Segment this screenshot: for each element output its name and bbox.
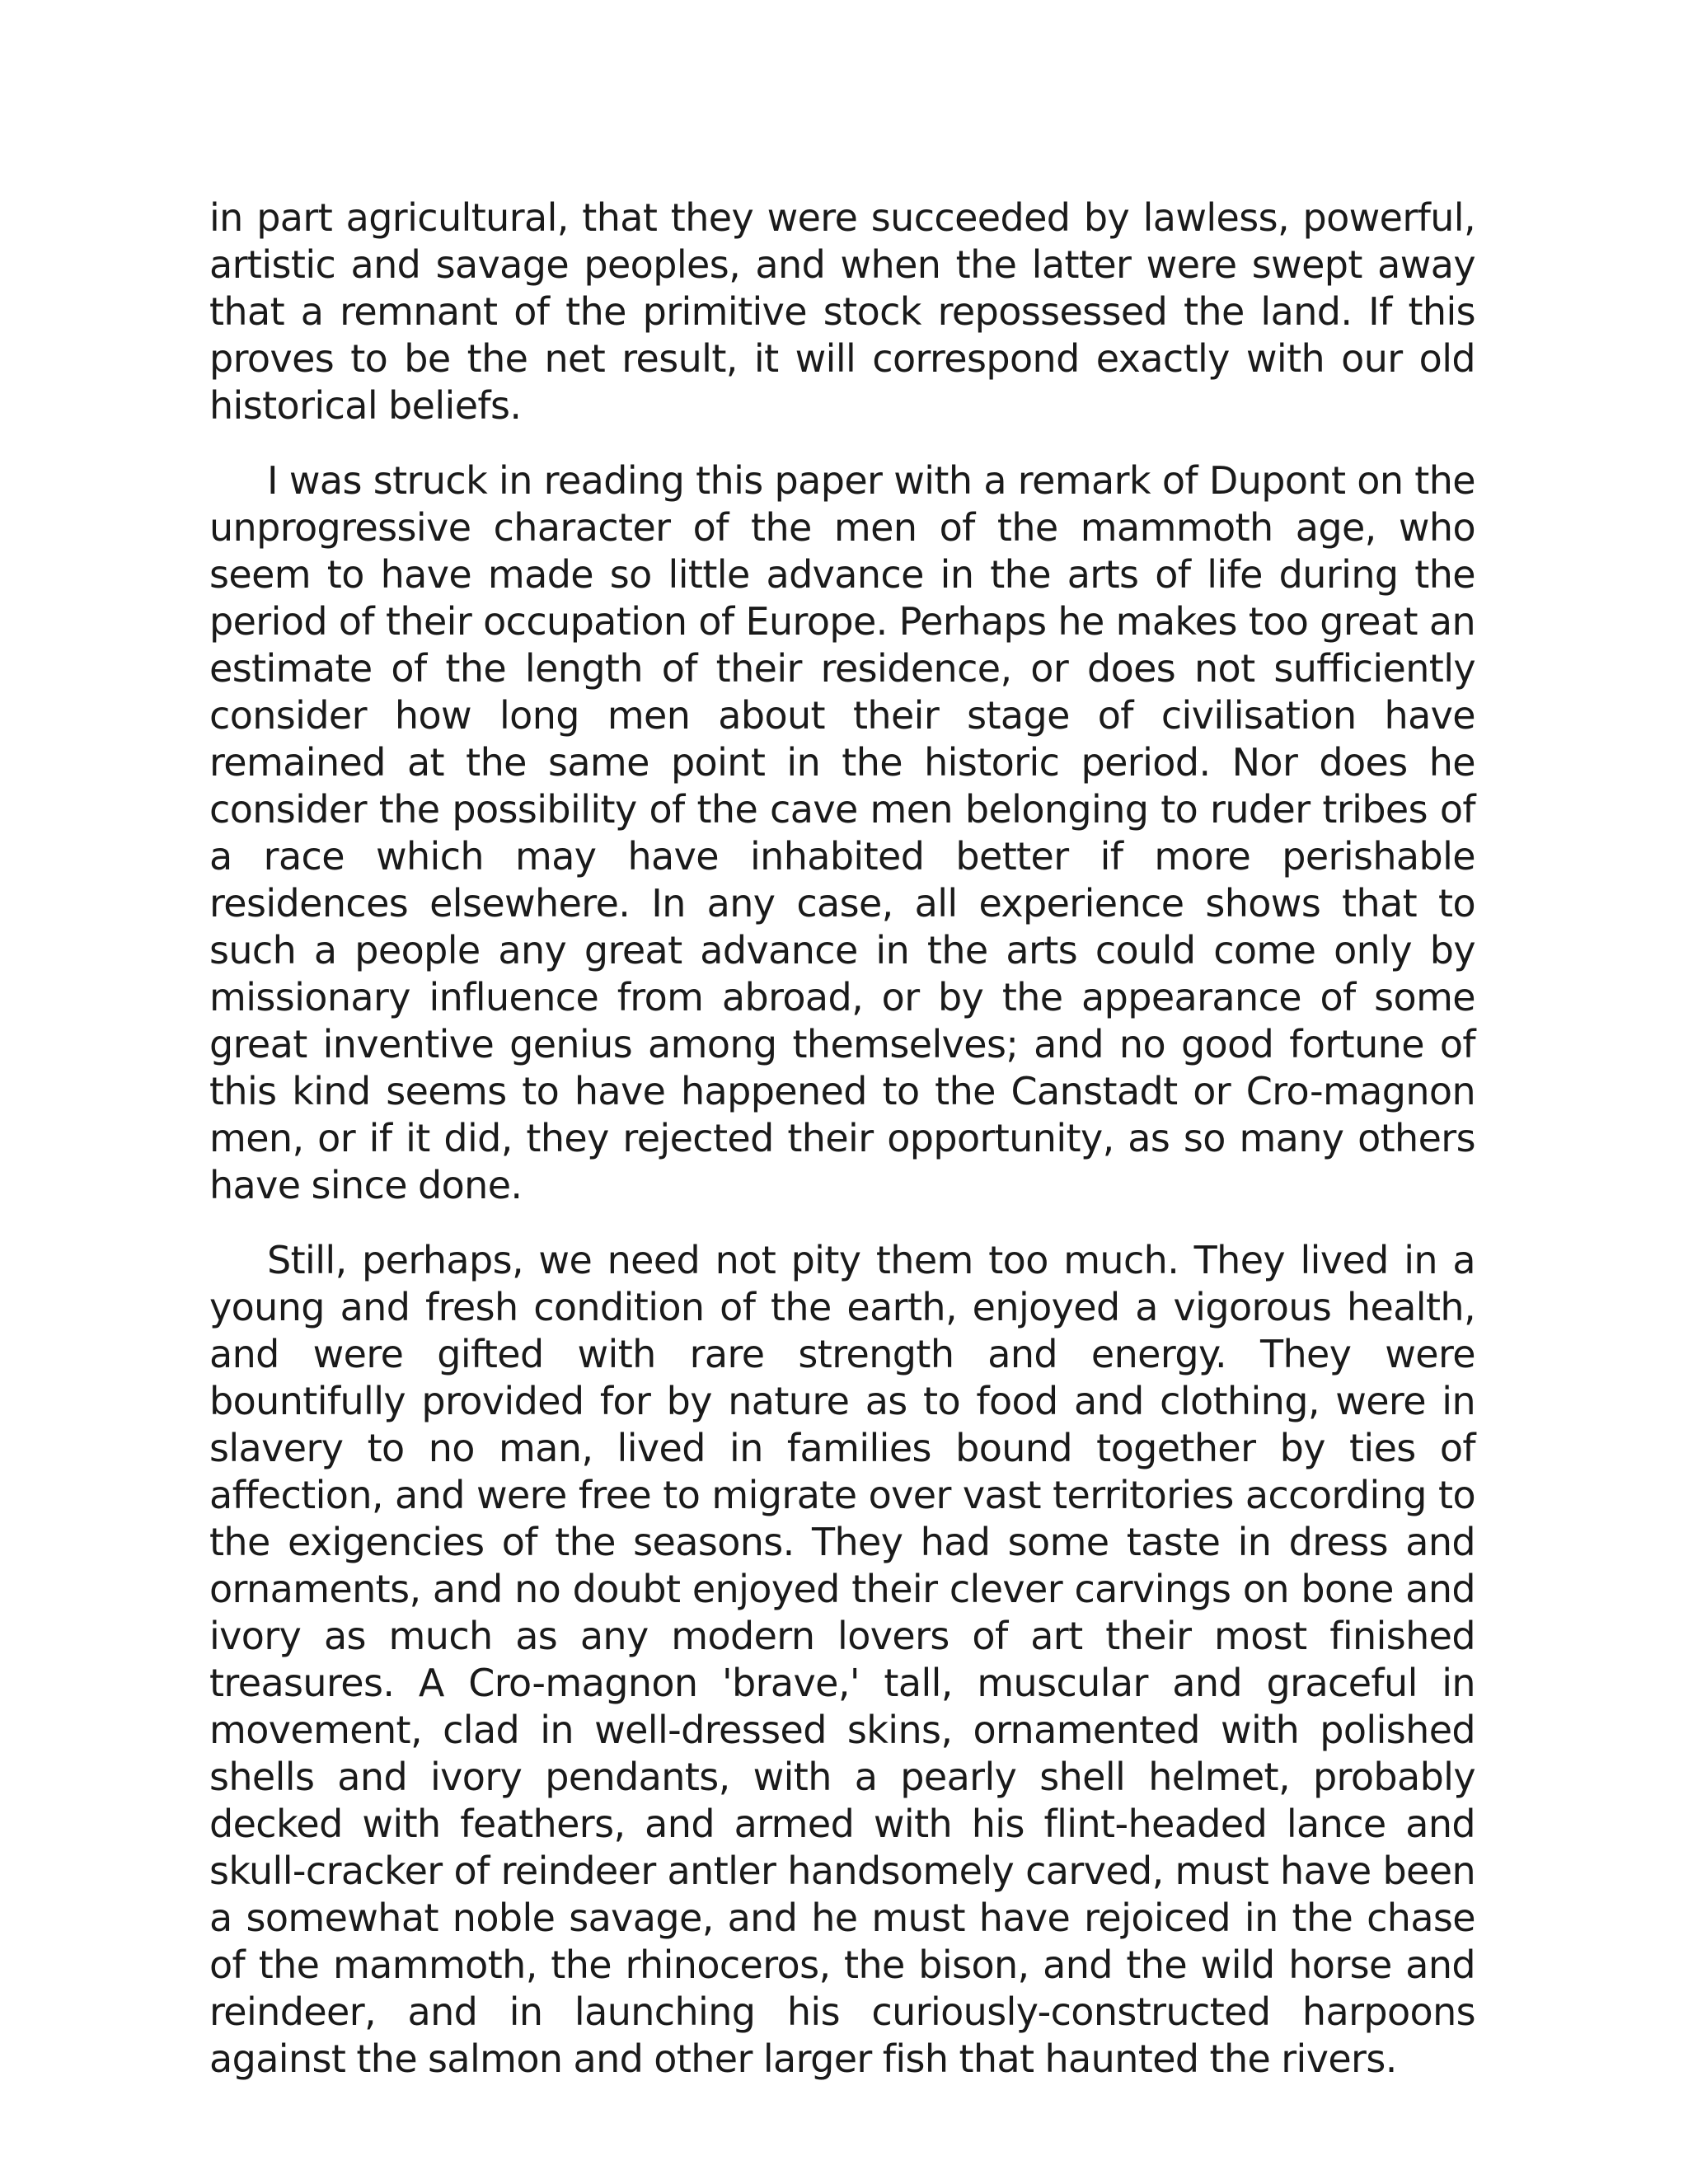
document-page	[209, 194, 1475, 2111]
paragraph-continuation: in part agricultural, that they were succeeded by lawless, powerful, artistic and savage peoples, and when the latter were swept away that a remnant of the primitive stock repossessed the land. If this proves to be the net result, it will correspond exactly with our old historical beliefs.	[209, 195, 1475, 428]
paragraph-dupont-remark: I was struck in reading this paper with a remark of Dupont on the unprogressive character of the men of the mammoth age, who seem to have made so little advance in the arts of life during the period of their occupation of Europe. Perhaps he makes too great an estimate of the length of their residence, or does not sufficiently consider how long men about their stage of civilisation have remained at the same point in the historic period. Nor does he consider the possibility of the cave men belonging to ruder tribes of a race which may have inhabited better if more perishable residences elsewhere. In any case, all experience shows that to such a people any great advance in the arts could come only by missionary influence from abroad, or by the appearance of some great inventive genius among themselves; and no good fortune of this kind seems to have happened to the Canstadt or Cro-magnon men, or if it did, they rejected their opportunity, as so many others have since done.	[209, 458, 1475, 1207]
paragraph-cro-magnon-life: Still, perhaps, we need not pity them too much. They lived in a young and fresh condition of the earth, enjoyed a vigorous health, and were gifted with rare strength and energy. They were bountifully provided for by nature as to food and clothing, were in slavery to no man, lived in families bound together by ties of affection, and were free to migrate over vast territories according to the exigencies of the seasons. They had some taste in dress and ornaments, and no doubt enjoyed their clever carvings on bone and ivory as much as any modern lovers of art their most finished treasures. A Cro-magnon 'brave,' tall, muscular and graceful in movement, clad in well-dressed skins, ornamented with polished shells and ivory pendants, with a pearly shell helmet, probably decked with feathers, and armed with his flint-headed lance and skull-cracker of reindeer antler handsomely carved, must have been a somewhat noble savage, and he must have rejoiced in the chase of the mammoth, the rhinoceros, the bison, and the wild horse and reindeer, and in launching his curiously-constructed harpoons against the salmon and other larger fish that haunted the rivers.	[209, 1238, 1475, 2081]
